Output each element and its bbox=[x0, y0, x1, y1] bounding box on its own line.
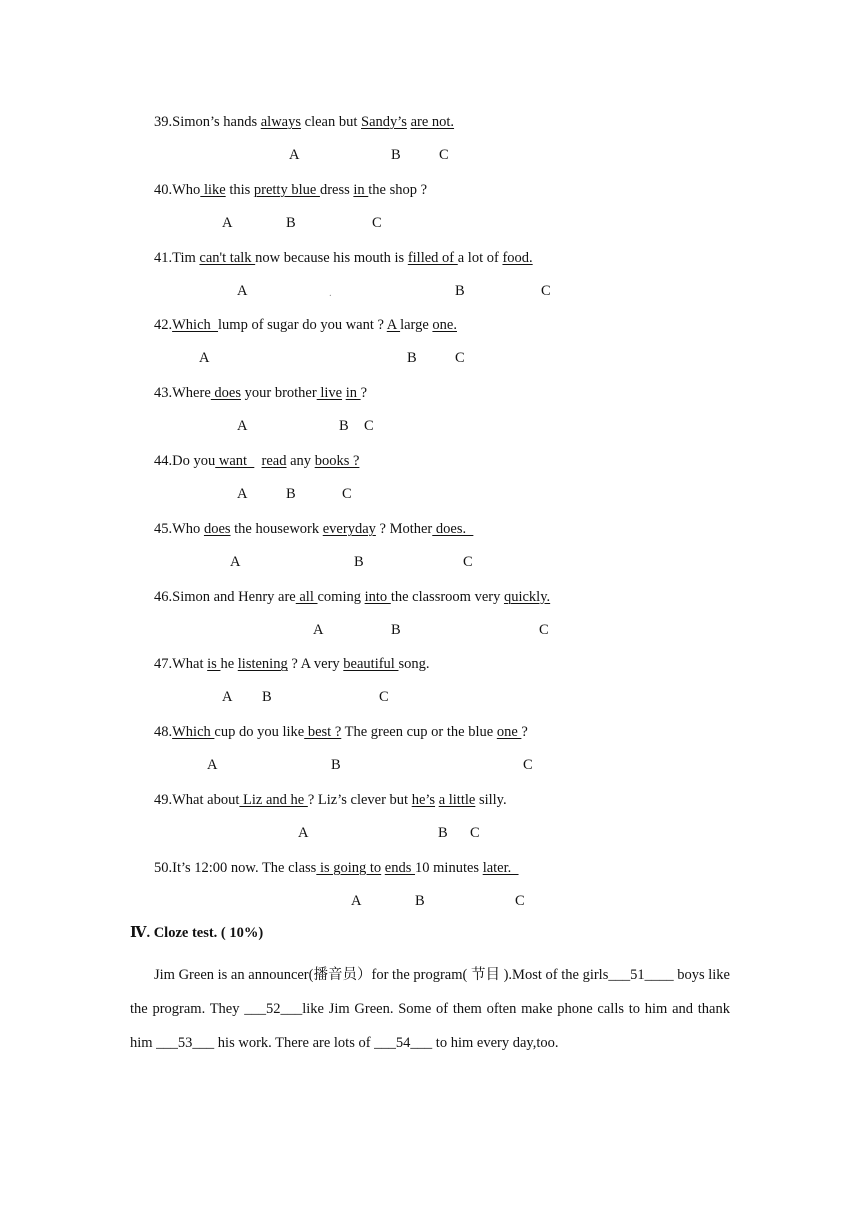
sentence-text: 39.Simon’s hands bbox=[154, 114, 261, 130]
option-label-a: A bbox=[351, 892, 362, 909]
question-40-sentence bbox=[154, 181, 427, 199]
question-39-option-labels bbox=[0, 146, 860, 164]
option-label-b: B bbox=[262, 689, 272, 706]
question-47-sentence bbox=[154, 655, 430, 673]
underlined-option: is bbox=[207, 656, 221, 673]
option-label-b: B bbox=[339, 418, 349, 435]
question-44-option-labels bbox=[0, 485, 860, 503]
option-label-a: A bbox=[237, 418, 248, 435]
underlined-option: Liz and he bbox=[239, 792, 308, 808]
option-label-b: B bbox=[354, 553, 364, 570]
option-label-a: A bbox=[298, 825, 309, 841]
question-40-option-labels bbox=[0, 214, 860, 232]
option-label-c: C bbox=[515, 892, 525, 909]
underlined-option: want bbox=[215, 453, 255, 469]
underlined-option: Which bbox=[172, 317, 219, 334]
question-50-option-labels bbox=[0, 892, 860, 910]
question-39-sentence bbox=[154, 113, 454, 131]
sentence-text: now because his mouth is bbox=[255, 249, 408, 266]
question-42-option-labels bbox=[0, 349, 860, 367]
option-label-c: C bbox=[463, 553, 473, 570]
option-label-b: B bbox=[438, 825, 448, 841]
option-label-a: A bbox=[237, 282, 248, 299]
sentence-text: 44.Do you bbox=[154, 453, 216, 469]
sentence-text: ? A very bbox=[287, 656, 344, 673]
sentence-text: ? bbox=[360, 385, 368, 402]
question-49-option-labels bbox=[0, 824, 860, 842]
sentence-text: 45.Who bbox=[154, 520, 204, 537]
question-46-sentence bbox=[154, 588, 550, 606]
sentence-text: coming bbox=[317, 588, 365, 605]
underlined-option: into bbox=[364, 588, 391, 605]
question-45-option-labels bbox=[0, 553, 860, 571]
option-label-a: A bbox=[222, 214, 233, 231]
option-label-a: A bbox=[289, 147, 300, 163]
sentence-text: your brother bbox=[240, 385, 317, 402]
question-41-sentence bbox=[154, 249, 533, 267]
underlined-option: Sandy’s bbox=[361, 114, 407, 130]
underlined-option: food. bbox=[502, 249, 533, 266]
option-label-b: B bbox=[286, 214, 296, 231]
underlined-option: A bbox=[386, 317, 401, 334]
underlined-option: does. bbox=[432, 520, 474, 537]
sentence-text: 40.Who bbox=[154, 181, 201, 198]
underlined-option: all bbox=[295, 588, 318, 605]
question-46-option-labels bbox=[0, 621, 860, 639]
sentence-text: the housework bbox=[230, 520, 323, 537]
underlined-option: does bbox=[210, 385, 241, 402]
option-label-b: B bbox=[407, 350, 417, 367]
option-label-b: B bbox=[455, 282, 465, 299]
sentence-text: this bbox=[225, 181, 254, 198]
underlined-option: Which bbox=[172, 724, 215, 741]
option-label-c: C bbox=[372, 214, 382, 231]
sentence-text: The green cup or the blue bbox=[341, 724, 497, 741]
sentence-text bbox=[254, 453, 261, 469]
sentence-text: 46.Simon and Henry are bbox=[154, 588, 296, 605]
option-label-b: B bbox=[391, 147, 401, 163]
question-48-sentence bbox=[154, 723, 528, 741]
sentence-text: any bbox=[286, 453, 315, 469]
stray-dot: . bbox=[329, 286, 332, 299]
sentence-text: lump of sugar do you want ? bbox=[218, 317, 387, 334]
sentence-text: 10 minutes bbox=[415, 859, 483, 876]
question-41-option-labels bbox=[0, 282, 860, 300]
cloze-paragraph: Jim Green is an announcer(播音员）for the program( 节目 ).Most of the girls___51____ boys like the program. They ___52___like Jim Green. Some of them often make phone calls to him and thank him ___53___ his work. There are lots of ___54___ to him every day,too. bbox=[130, 967, 730, 1051]
option-label-c: C bbox=[364, 418, 374, 435]
underlined-option: books ? bbox=[314, 453, 360, 469]
sentence-text: 48. bbox=[154, 724, 173, 741]
underlined-option: read bbox=[261, 453, 287, 469]
option-label-c: C bbox=[439, 147, 449, 163]
underlined-option: everyday bbox=[322, 520, 376, 537]
option-label-a: A bbox=[207, 757, 218, 774]
underlined-option: quickly. bbox=[503, 588, 551, 605]
underlined-option: ends bbox=[384, 859, 416, 876]
sentence-text: silly. bbox=[475, 792, 507, 808]
sentence-text: ? Liz’s clever but bbox=[307, 792, 412, 808]
underlined-option: pretty blue bbox=[253, 181, 320, 198]
sentence-text: 49.What about bbox=[154, 792, 240, 808]
option-label-a: A bbox=[230, 553, 241, 570]
underlined-option: like bbox=[200, 181, 226, 198]
option-label-b: B bbox=[391, 621, 401, 638]
sentence-text: dress bbox=[319, 181, 354, 198]
underlined-option: are not. bbox=[410, 114, 455, 130]
underlined-option: he’s bbox=[411, 792, 436, 808]
question-42-sentence bbox=[154, 316, 457, 334]
question-49-sentence bbox=[154, 791, 507, 809]
underlined-option: a little bbox=[438, 792, 476, 808]
underlined-option: is going to bbox=[316, 859, 382, 876]
option-label-a: A bbox=[222, 689, 233, 706]
option-label-b: B bbox=[415, 892, 425, 909]
option-label-a: A bbox=[199, 350, 210, 367]
underlined-option: live bbox=[316, 385, 343, 402]
sentence-text: the shop ? bbox=[368, 181, 428, 198]
option-label-c: C bbox=[342, 486, 352, 502]
question-45-sentence bbox=[154, 520, 473, 538]
sentence-text: 42. bbox=[154, 317, 173, 334]
sentence-text: a lot of bbox=[457, 249, 503, 266]
option-label-a: A bbox=[313, 621, 324, 638]
underlined-option: filled of bbox=[407, 249, 458, 266]
option-label-c: C bbox=[539, 621, 549, 638]
option-label-c: C bbox=[470, 825, 480, 841]
underlined-option: one. bbox=[432, 317, 457, 334]
sentence-text: 47.What bbox=[154, 656, 208, 673]
sentence-text: large bbox=[400, 317, 433, 334]
underlined-option: later. bbox=[482, 859, 519, 876]
option-label-c: C bbox=[379, 689, 389, 706]
option-label-c: C bbox=[541, 282, 551, 299]
underlined-option: beautiful bbox=[343, 656, 399, 673]
underlined-option: in bbox=[345, 385, 361, 402]
option-label-c: C bbox=[455, 350, 465, 367]
question-44-sentence bbox=[154, 452, 359, 470]
option-label-b: B bbox=[331, 757, 341, 774]
underlined-option: can't talk bbox=[199, 249, 256, 266]
underlined-option: listening bbox=[237, 656, 288, 673]
underlined-option: best ? bbox=[304, 724, 342, 741]
sentence-text: ? Mother bbox=[375, 520, 433, 537]
sentence-text: clean but bbox=[301, 114, 362, 130]
option-label-a: A bbox=[237, 486, 248, 502]
question-48-option-labels bbox=[0, 756, 860, 774]
sentence-text: 43.Where bbox=[154, 385, 211, 402]
question-50-sentence bbox=[154, 859, 519, 877]
option-label-c: C bbox=[523, 757, 533, 774]
sentence-text: he bbox=[220, 656, 238, 673]
sentence-text: song. bbox=[398, 656, 430, 673]
question-47-option-labels bbox=[0, 688, 860, 706]
underlined-option: in bbox=[353, 181, 369, 198]
sentence-text: 50.It’s 12:00 now. The class bbox=[154, 859, 317, 876]
sentence-text: cup do you like bbox=[214, 724, 305, 741]
section-heading: Ⅳ. Cloze test. ( 10%) bbox=[130, 925, 264, 941]
underlined-option: always bbox=[260, 114, 302, 130]
sentence-text: the classroom very bbox=[390, 588, 504, 605]
underlined-option: does bbox=[203, 520, 231, 537]
underlined-option: one bbox=[496, 724, 522, 741]
question-43-sentence bbox=[154, 384, 367, 402]
sentence-text: 41.Tim bbox=[154, 249, 200, 266]
question-43-option-labels bbox=[0, 417, 860, 435]
sentence-text: ? bbox=[521, 724, 528, 741]
option-label-b: B bbox=[286, 486, 296, 502]
